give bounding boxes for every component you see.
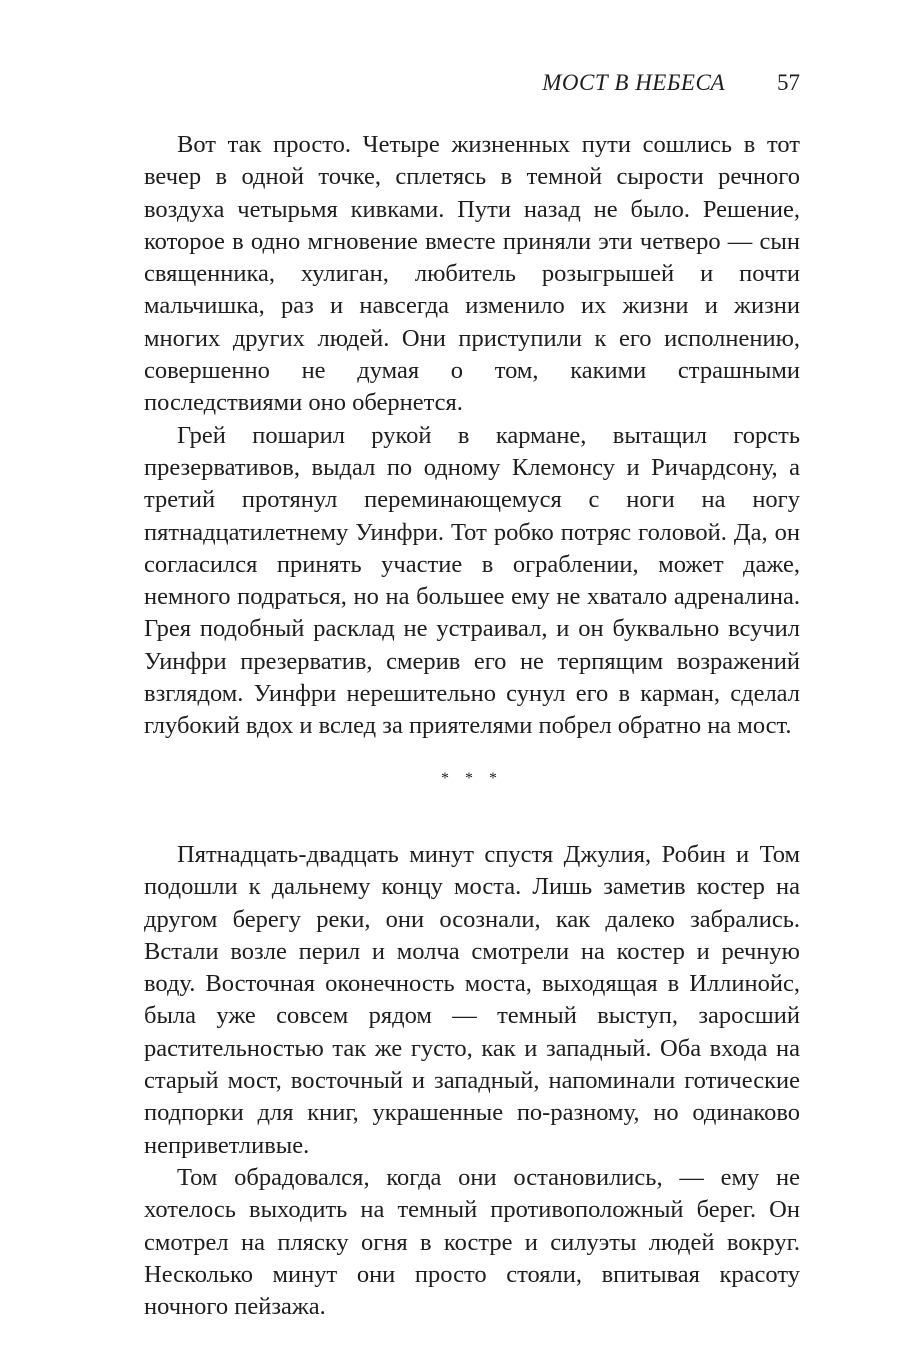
page-number: 57 [777,70,800,95]
running-title: МОСТ В НЕБЕСА [542,70,725,95]
text-section-1 [144,129,800,743]
text-section-2 [144,839,800,1323]
section-separator: * * * [441,770,503,787]
paragraph: Том обрадовался, когда они остановились, — ему не хотелось выходить на темный противоположный берег. Он смотрел на пляску огня в костре и силуэты людей вокруг. Несколько минут они просто стояли, впитывая красоту ночного пейзажа. [144,1163,800,1321]
paragraph: Грей пошарил рукой в кармане, вытащил горсть презервативов, выдал по одному Клемонсу и Ричардсону, а третий протянул переминающемуся с ноги на ногу пятнадцатилетнему Уинфри. Тот робко потряс головой. Да, он согласился принять участие в ограблении, может даже, немного подраться, но на большее ему не хватало адреналина. Грея подобный расклад не устраивал, и он буквально всучил Уинфри презерватив, смерив его не терпящим возражений взглядом. Уинфри нерешительно сунул его в карман, сделал глубокий вдох и вслед за приятелями побрел обратно на мост. [144,421,800,740]
paragraph: Пятнадцать-двадцать минут спустя Джулия, Робин и Том подошли к дальнему концу моста. Лишь заметив костер на другом берегу реки, они осознали, как далеко забрались. Встали возле перил и молча смотрели на костер и речную воду. Восточная оконечность моста, выходящая в Иллинойс, была уже совсем рядом — темный выступ, заросший растительностью так же густо, как и западный. Оба входа на старый мост, восточный и западный, напоминали готические подпорки для книг, украшенные по-разному, но одинаково неприветливые. [144,841,800,1159]
running-head [144,70,800,100]
paragraph: Вот так просто. Четыре жизненных пути сошлись в тот вечер в одной точке, сплетясь в темной сырости речного воздуха четырьмя кивками. Пути назад не было. Решение, которое в одно мгновение вместе приняли эти четверо — сын священника, хулиган, любитель розыгрышей и почти мальчишка, раз и навсегда изменило их жизни и жизни многих других людей. Они приступили к его исполнению, совершенно не думая о том, какими страшными последствиями оно обернется. [144,131,800,417]
